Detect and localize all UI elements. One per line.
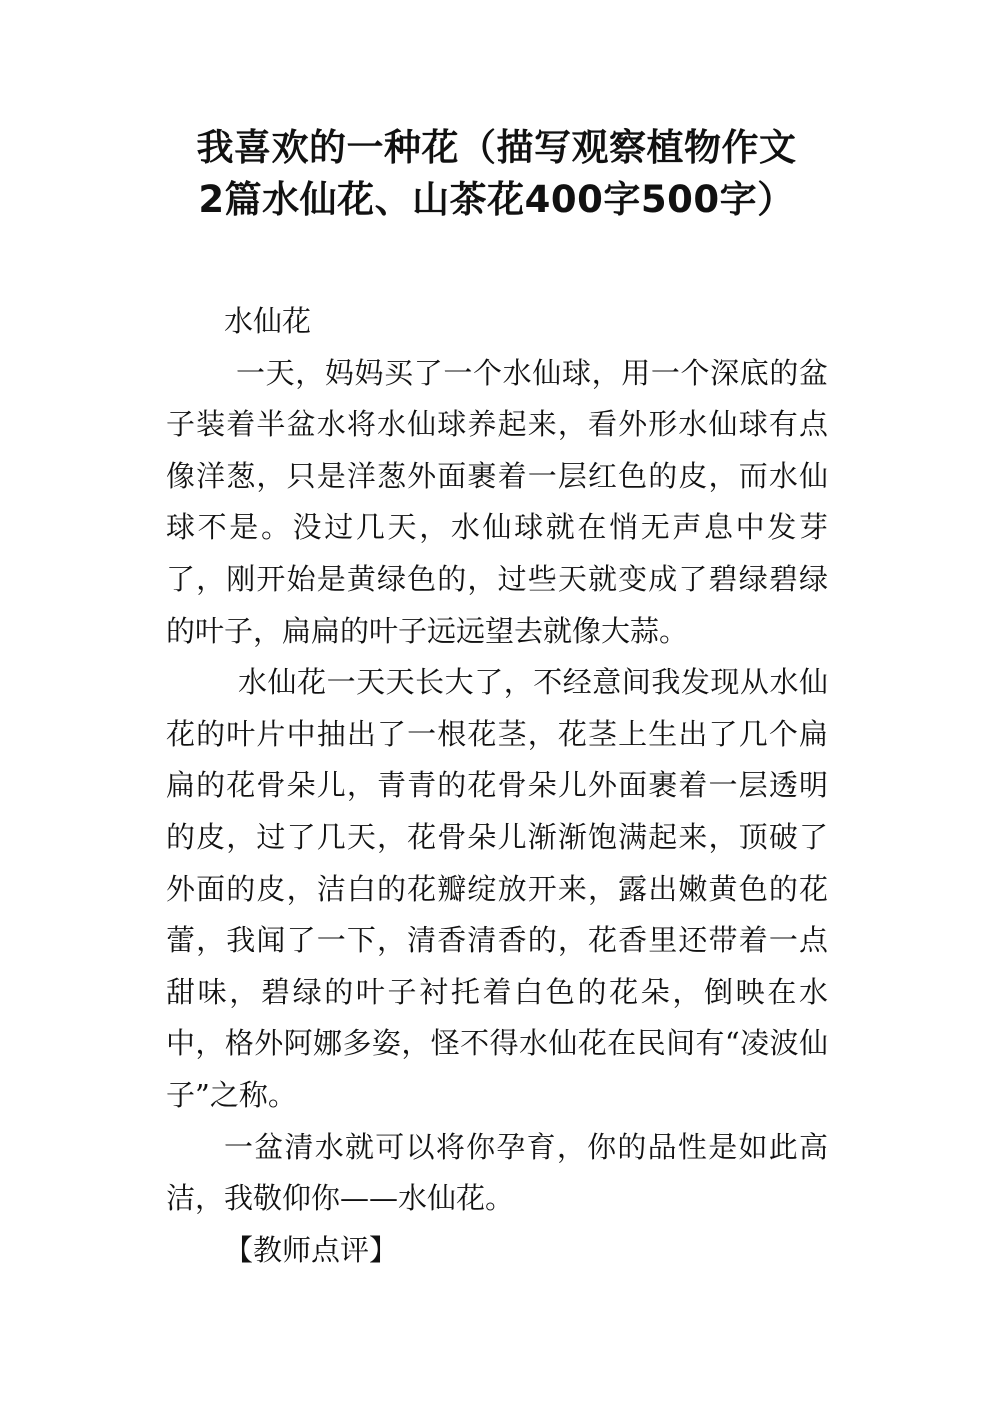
- article-body: [166, 296, 828, 1276]
- document-title: [150, 122, 843, 226]
- section-heading: 水仙花: [224, 304, 312, 338]
- paragraph-1: 一天，妈妈买了一个水仙球，用一个深底的盆子装着半盆水将水仙球养起来，看外形水仙球有点像洋葱，只是洋葱外面裹着一层红色的皮，而水仙球不是。没过几天，水仙球就在悄无声息中发芽了，刚开始是黄绿色的，过些天就变成了碧绿碧绿的叶子，扁扁的叶子远远望去就像大蒜。: [166, 355, 828, 648]
- paragraph-2: 水仙花一天天长大了，不经意间我发现从水仙花的叶片中抽出了一根花茎，花茎上生出了几个扁扁的花骨朵儿，青青的花骨朵儿外面裹着一层透明的皮，过了几天，花骨朵儿渐渐饱满起来，顶破了外面的皮，洁白的花瓣绽放开来，露出嫩黄色的花蕾，我闻了一下，清香清香的，花香里还带着一点甜味，碧绿的叶子衬托着白色的花朵，倒映在水中，格外阿娜多姿，怪不得水仙花在民间有“凌波仙子”之称。: [166, 665, 828, 1112]
- title-line-2: 2篇水仙花、山茶花400字500字）: [198, 178, 795, 221]
- teacher-review-heading: 【教师点评】: [224, 1232, 399, 1267]
- paragraph-3: 一盆清水就可以将你孕育，你的品性是如此高洁，我敬仰你——水仙花。: [166, 1129, 828, 1216]
- title-line-1: 我喜欢的一种花（描写观察植物作文: [196, 126, 797, 169]
